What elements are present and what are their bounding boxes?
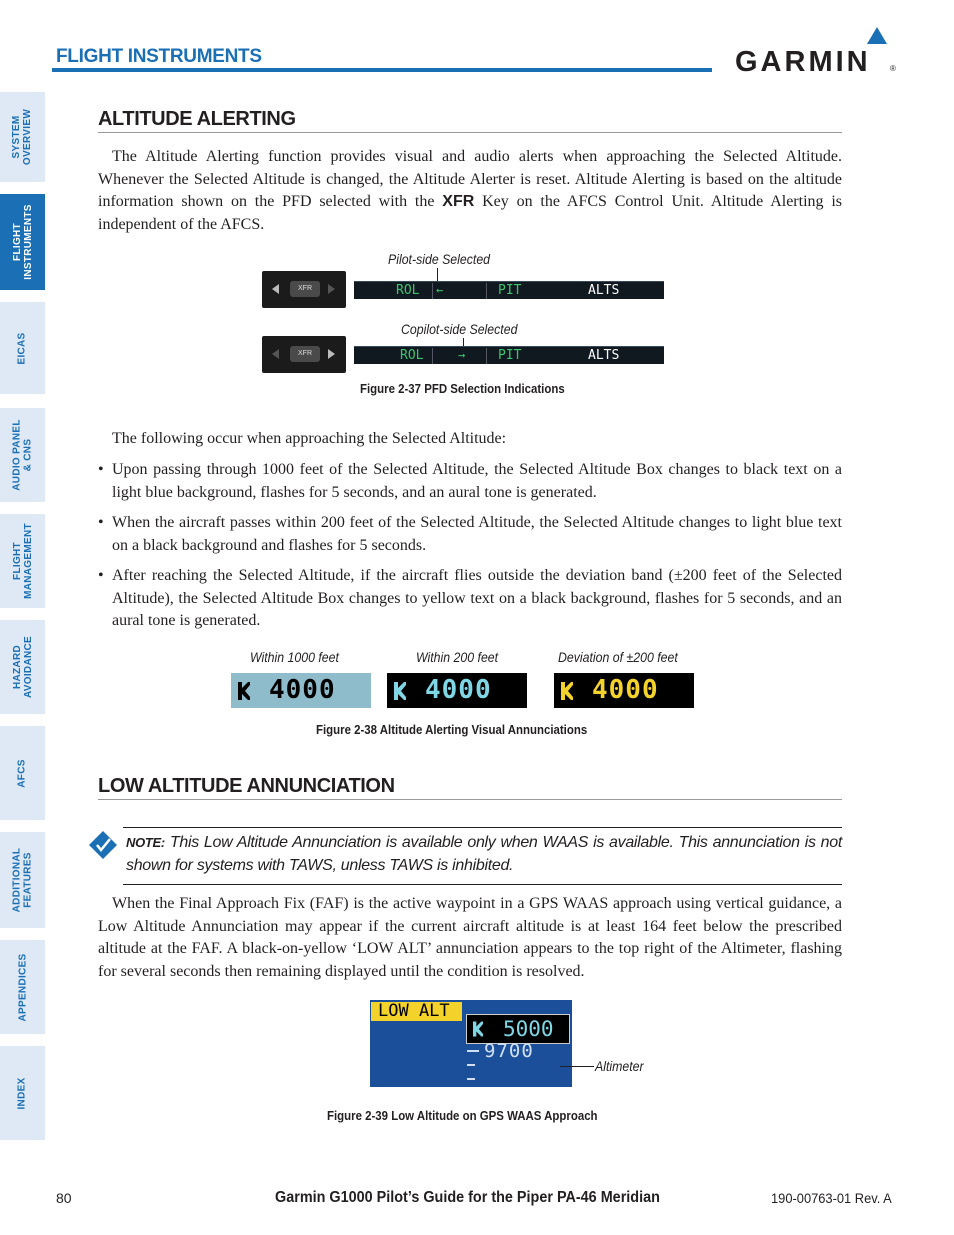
low-altitude-body: When the Final Approach Fix (FAF) is the active waypoint in a GPS WAAS approach using vertical guidance, a Low Altitude Annunciation may appear if the current aircraft altitude is at least 164 feet below the prescribed altitude at the FAF. A black-on-yellow ‘LOW ALT’ annunciation appears to the top right of the Altimeter, flashing for several seconds then remaining displayed until the condition is resolved. xyxy=(98,895,842,980)
bullet-text: When the aircraft passes within 200 feet of the Selected Altitude, the Selected Altitude changes to light blue text on a black background and flashes for 5 seconds. xyxy=(112,514,842,554)
tab-label: ADDITIONAL FEATURES xyxy=(11,847,34,913)
copilot-side-arrow-icon: → xyxy=(458,348,466,362)
pilot-side-arrow-icon: ← xyxy=(436,283,444,297)
tab-index[interactable] xyxy=(0,1046,45,1140)
altimeter-value: 9700 xyxy=(484,1040,534,1062)
altimeter-tick xyxy=(467,1050,479,1052)
xfr-panel-copilot xyxy=(262,336,346,373)
left-arrow-icon xyxy=(272,284,279,294)
figure-2-38-caption: Figure 2-38 Altitude Alerting Visual Annunciations xyxy=(316,722,588,737)
tab-hazard-avoidance[interactable] xyxy=(0,620,45,714)
selected-altitude-value: 4000 xyxy=(269,675,336,705)
intro-text-2: Key on the AFCS Control Unit. Altitude Alerting is independent of the AFCS. xyxy=(98,193,843,233)
note-icon xyxy=(88,830,118,860)
deviation-label: Deviation of ±200 feet xyxy=(558,649,678,665)
figure-2-39-caption: Figure 2-39 Low Altitude on GPS WAAS Approach xyxy=(327,1108,598,1123)
altimeter-tick xyxy=(467,1064,475,1066)
tab-eicas[interactable] xyxy=(0,302,45,394)
selected-altitude-value: 4000 xyxy=(425,675,492,705)
tab-label: FLIGHT MANAGEMENT xyxy=(11,523,34,599)
tab-flight-instruments[interactable] xyxy=(0,194,45,290)
right-arrow-icon xyxy=(328,284,335,294)
mode-alts: ALTS xyxy=(588,348,620,363)
bullet-text: Upon passing through 1000 feet of the Selected Altitude, the Selected Altitude Box changes to black text on a light blue background, flashes for 5 seconds, and an aural tone is generated. xyxy=(112,461,842,501)
afcs-status-bar-pilot xyxy=(354,281,664,299)
note-label: NOTE: xyxy=(126,835,165,850)
bullet-item xyxy=(98,565,842,633)
divider xyxy=(486,283,487,299)
selected-altitude-value: 5000 xyxy=(503,1017,554,1041)
alt-box-within-1000 xyxy=(231,673,371,708)
altitude-bug-icon xyxy=(394,682,406,700)
low-alt-display xyxy=(370,1000,572,1087)
altitude-bug-icon xyxy=(561,682,573,700)
tab-label: EICAS xyxy=(17,331,28,365)
altitude-alerting-intro xyxy=(98,146,842,236)
tab-label: SYSTEM OVERVIEW xyxy=(11,108,34,166)
mode-pit: PIT xyxy=(498,283,522,298)
right-arrow-icon xyxy=(328,349,335,359)
tab-flight-management[interactable] xyxy=(0,514,45,608)
tab-label: FLIGHT INSTRUMENTS xyxy=(11,204,34,280)
bullet-item xyxy=(98,512,842,557)
mode-rol: ROL xyxy=(396,283,420,298)
bullet-item xyxy=(98,459,842,504)
divider xyxy=(432,348,433,364)
divider xyxy=(432,283,433,299)
tab-label: AUDIO PANEL & CNS xyxy=(11,419,34,491)
mode-alts: ALTS xyxy=(588,283,620,298)
page-number: 80 xyxy=(56,1190,72,1206)
following-intro: The following occur when approaching the Selected Altitude: xyxy=(112,430,507,447)
figure-2-37-caption: Figure 2-37 PFD Selection Indications xyxy=(360,381,565,396)
document-number: 190-00763-01 Rev. A xyxy=(771,1190,892,1206)
tab-audio-panel-cns[interactable] xyxy=(0,408,45,502)
xfr-button[interactable]: XFR xyxy=(290,346,320,362)
tab-appendices[interactable] xyxy=(0,940,45,1034)
heading-altitude-alerting: ALTITUDE ALERTING xyxy=(98,108,296,130)
copilot-side-label: Copilot-side Selected xyxy=(401,321,518,337)
garmin-logo xyxy=(735,26,899,78)
tab-label: INDEX xyxy=(17,1076,28,1110)
within-1000-label: Within 1000 feet xyxy=(250,649,339,665)
note-body: This Low Altitude Annunciation is available only when WAAS is available. This annunciation is not shown for systems with TAWS, unless TAWS is inhibited. xyxy=(126,834,842,874)
bullet-dot: • xyxy=(98,461,104,478)
altitude-bug-icon xyxy=(473,1021,483,1037)
divider xyxy=(486,348,487,364)
heading-rule xyxy=(98,799,842,800)
section-title: FLIGHT INSTRUMENTS xyxy=(56,46,262,67)
tab-afcs[interactable] xyxy=(0,726,45,820)
afcs-status-bar-copilot xyxy=(354,346,664,364)
alt-box-deviation xyxy=(554,673,694,708)
left-arrow-icon xyxy=(272,349,279,359)
tab-system-overview[interactable] xyxy=(0,92,45,182)
footer-title: Garmin G1000 Pilot’s Guide for the Piper PA-46 Meridian xyxy=(275,1189,660,1206)
alt-box-within-200 xyxy=(387,673,527,708)
intro-text-1: The Altitude Alerting function provides visual and audio alerts when approaching the Selected Altitude. Whenever the Selected Altitude is changed, the Altitude Alerter is reset. Altitude Alerting is based on the altitude information shown on the PFD selected with the xyxy=(98,148,842,210)
xfr-button[interactable]: XFR xyxy=(290,281,320,297)
xfr-key-label: XFR xyxy=(442,193,475,210)
logo-text: GARMIN xyxy=(735,46,871,78)
low-alt-annunciation: LOW ALT xyxy=(371,1002,462,1021)
altimeter-leader-line xyxy=(560,1066,594,1067)
tab-label: AFCS xyxy=(16,758,28,788)
mode-pit: PIT xyxy=(498,348,522,363)
selected-altitude-value: 4000 xyxy=(592,675,659,705)
tab-label: HAZARD AVOIDANCE xyxy=(11,636,34,698)
bullet-dot: • xyxy=(98,514,104,531)
logo-registered-mark: ® xyxy=(890,64,896,73)
altimeter-label: Altimeter xyxy=(595,1058,644,1074)
within-200-label: Within 200 feet xyxy=(416,649,499,665)
heading-rule xyxy=(98,132,842,133)
pilot-side-label: Pilot-side Selected xyxy=(388,251,491,267)
note-text xyxy=(126,832,842,877)
tab-additional-features[interactable] xyxy=(0,832,45,928)
xfr-panel-pilot xyxy=(262,271,346,308)
mode-rol: ROL xyxy=(400,348,424,363)
bullet-text: After reaching the Selected Altitude, if the aircraft flies outside the deviation band (±200 feet of the Selected Altitude), the Selected Altitude Box changes to yellow text on a black background, flashes for 5 seconds, and an aural tone is generated. xyxy=(112,567,842,629)
note-top-rule xyxy=(123,827,842,828)
altimeter-tick xyxy=(467,1078,475,1080)
tab-label: APPENDICES xyxy=(17,952,29,1022)
altitude-bug-icon xyxy=(238,682,250,700)
heading-low-altitude: LOW ALTITUDE ANNUNCIATION xyxy=(98,775,395,797)
header-rule xyxy=(52,68,712,72)
garmin-triangle-icon xyxy=(865,26,889,46)
note-bottom-rule xyxy=(123,884,842,885)
bullet-dot: • xyxy=(98,567,104,584)
